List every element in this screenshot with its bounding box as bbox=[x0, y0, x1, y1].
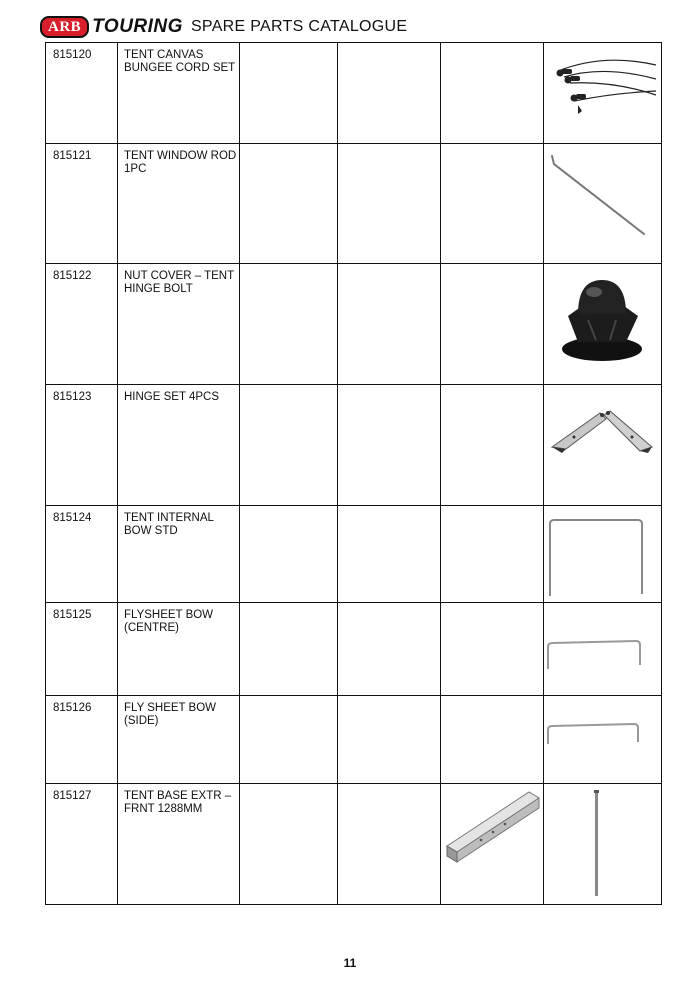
flysheet-bow-centre-icon bbox=[544, 603, 662, 696]
part-description: TENT INTERNAL BOW STD bbox=[118, 506, 240, 603]
part-image-cell bbox=[544, 696, 662, 784]
empty-cell bbox=[240, 144, 338, 264]
table-row bbox=[46, 43, 662, 144]
table-row bbox=[46, 385, 662, 506]
nut-cover-icon bbox=[544, 264, 662, 385]
part-code: 815125 bbox=[46, 603, 118, 696]
part-description: FLY SHEET BOW (SIDE) bbox=[118, 696, 240, 784]
part-code: 815120 bbox=[46, 43, 118, 144]
page-number: 11 bbox=[343, 956, 357, 970]
table-row bbox=[46, 603, 662, 696]
table-row bbox=[46, 506, 662, 603]
part-code: 815121 bbox=[46, 144, 118, 264]
part-description: HINGE SET 4PCS bbox=[118, 385, 240, 506]
empty-cell bbox=[240, 696, 338, 784]
empty-cell bbox=[441, 43, 544, 144]
table-row bbox=[46, 264, 662, 385]
empty-cell bbox=[441, 696, 544, 784]
empty-cell bbox=[240, 603, 338, 696]
empty-cell bbox=[441, 603, 544, 696]
empty-cell bbox=[338, 696, 441, 784]
empty-cell bbox=[338, 43, 441, 144]
table-row bbox=[46, 696, 662, 784]
empty-cell bbox=[441, 385, 544, 506]
part-code: 815124 bbox=[46, 506, 118, 603]
part-description: TENT WINDOW ROD 1PC bbox=[118, 144, 240, 264]
part-image-cell bbox=[544, 144, 662, 264]
part-description: FLYSHEET BOW (CENTRE) bbox=[118, 603, 240, 696]
empty-cell bbox=[240, 784, 338, 905]
hinge-set-icon bbox=[544, 385, 662, 506]
table-row bbox=[46, 784, 662, 905]
part-image-cell bbox=[544, 506, 662, 603]
page-header bbox=[40, 14, 407, 40]
base-extrusion-icon bbox=[441, 784, 544, 905]
part-image-cell bbox=[441, 784, 544, 905]
touring-logo: TOURING bbox=[92, 16, 183, 37]
empty-cell bbox=[338, 264, 441, 385]
empty-cell bbox=[338, 603, 441, 696]
empty-cell bbox=[338, 385, 441, 506]
part-image-cell bbox=[544, 385, 662, 506]
empty-cell bbox=[338, 144, 441, 264]
part-code: 815127 bbox=[46, 784, 118, 905]
empty-cell bbox=[240, 264, 338, 385]
part-code: 815122 bbox=[46, 264, 118, 385]
parts-table bbox=[45, 42, 662, 905]
table-row bbox=[46, 144, 662, 264]
part-description: TENT BASE EXTR – FRNT 1288MM bbox=[118, 784, 240, 905]
part-image-cell bbox=[544, 784, 662, 905]
empty-cell bbox=[441, 144, 544, 264]
empty-cell bbox=[240, 43, 338, 144]
part-code: 815126 bbox=[46, 696, 118, 784]
empty-cell bbox=[338, 506, 441, 603]
part-code: 815123 bbox=[46, 385, 118, 506]
internal-bow-icon bbox=[544, 506, 662, 603]
empty-cell bbox=[240, 385, 338, 506]
part-image-cell bbox=[544, 43, 662, 144]
window-rod-icon bbox=[544, 144, 662, 264]
part-description: NUT COVER – TENT HINGE BOLT bbox=[118, 264, 240, 385]
bungee-cord-set-icon bbox=[544, 43, 662, 143]
empty-cell bbox=[441, 264, 544, 385]
arb-logo: ARB bbox=[40, 16, 89, 38]
part-description: TENT CANVAS BUNGEE CORD SET bbox=[118, 43, 240, 144]
base-extrusion-end-view-icon bbox=[544, 784, 662, 905]
empty-cell bbox=[441, 506, 544, 603]
part-image-cell bbox=[544, 264, 662, 385]
flysheet-bow-side-icon bbox=[544, 696, 662, 784]
empty-cell bbox=[338, 784, 441, 905]
catalogue-title: SPARE PARTS CATALOGUE bbox=[190, 18, 408, 35]
empty-cell bbox=[240, 506, 338, 603]
part-image-cell bbox=[544, 603, 662, 696]
